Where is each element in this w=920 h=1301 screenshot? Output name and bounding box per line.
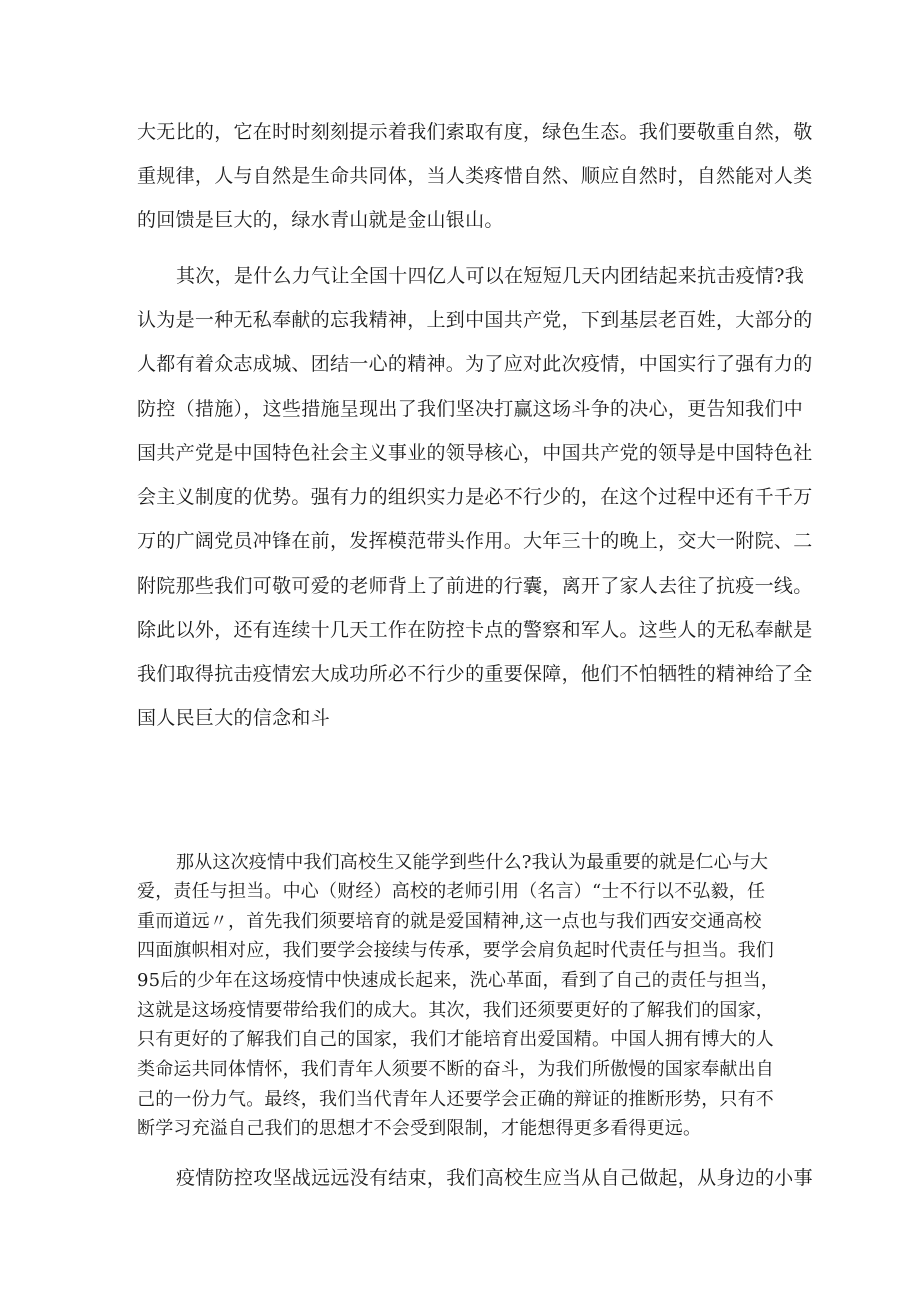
- paragraph-line: 这就是这场疫情要带给我们的成大。其次，我们还须要更好的了解我们的国家，: [137, 1000, 774, 1021]
- paragraph-line: 类命运共同体情怀，我们青年人须要不断的奋斗，为我们所傲慢的国家奉献出自: [137, 1059, 774, 1080]
- paragraph-line: 国共产党是中国特色社会主义事业的领导核心，中国共产党的领导是中国特色社: [137, 442, 813, 464]
- paragraph-line: 附院那些我们可敬可爱的老师背上了前进的行囊，离开了家人去往了抗疫一线。: [137, 575, 813, 597]
- paragraph-line: 会主义制度的优势。强有力的组织实力是必不行少的，在这个过程中还有千千万: [137, 486, 813, 508]
- paragraph-line: 四面旗帜相对应，我们要学会接续与传承，要学会肩负起时代责任与担当。我们: [137, 940, 774, 961]
- paragraph-line: 万的广阔党员冲锋在前，发挥模范带头作用。大年三十的晚上，交大一附院、二: [137, 530, 813, 552]
- paragraph-line: 国人民巨大的信念和斗: [137, 707, 331, 729]
- paragraph-line: 除此以外，还有连续十几天工作在防控卡点的警察和军人。这些人的无私奉献是: [137, 619, 813, 641]
- paragraph-line: 大无比的，它在时时刻刻提示着我们索取有度，绿色生态。我们要敬重自然，敬: [137, 121, 813, 143]
- paragraph-line: 人都有着众志成城、团结一心的精神。为了应对此次疫情，中国实行了强有力的: [137, 353, 813, 375]
- paragraph-line: 重而道远〃，首先我们须要培育的就是爱国精神,这一点也与我们西安交通高校: [137, 911, 762, 932]
- paragraph-line: 断学习充溢自己我们的思想才不会受到限制，才能想得更多看得更远。: [137, 1118, 702, 1139]
- paragraph-line: 防控（措施），这些措施呈现出了我们坚决打赢这场斗争的决心，更告知我们中: [137, 398, 804, 420]
- paragraph-line: 疫情防控攻坚战远远没有结束，我们高校生应当从自己做起，从身边的小事: [176, 1167, 813, 1189]
- paragraph-line: 认为是一种无私奉献的忘我精神，上到中国共产党，下到基层老百姓，大部分的: [137, 309, 813, 331]
- paragraph-line: 重规律，人与自然是生命共同体，当人类疼惜自然、顺应自然时，自然能对人类: [137, 165, 813, 187]
- paragraph-line: 只有更好的了解我们自己的国家，我们才能培育出爱国精。中国人拥有博大的人: [137, 1029, 774, 1050]
- paragraph-line: 己的一份力气。最终，我们当代青年人还要学会正确的辩证的推断形势，只有不: [137, 1089, 774, 1110]
- paragraph-line: 的回馈是巨大的，绿水青山就是金山银山。: [137, 209, 504, 231]
- paragraph-line: 95后的少年在这场疫情中快速成长起来，洗心革面，看到了自己的责任与担当，: [137, 970, 780, 991]
- paragraph-line: 爱，责任与担当。中心（财经）高校的老师引用（名言）“士不行以不弘毅，任: [137, 881, 766, 902]
- paragraph-line: 那从这次疫情中我们高校生又能学到些什么?我认为最重要的就是仁心与大: [176, 852, 769, 873]
- paragraph-line: 我们取得抗击疫情宏大成功所必不行少的重要保障，他们不怕牺牲的精神给了全: [137, 663, 813, 685]
- paragraph-line: 其次，是什么力气让全国十四亿人可以在短短几天内团结起来抗击疫情?我: [176, 265, 805, 287]
